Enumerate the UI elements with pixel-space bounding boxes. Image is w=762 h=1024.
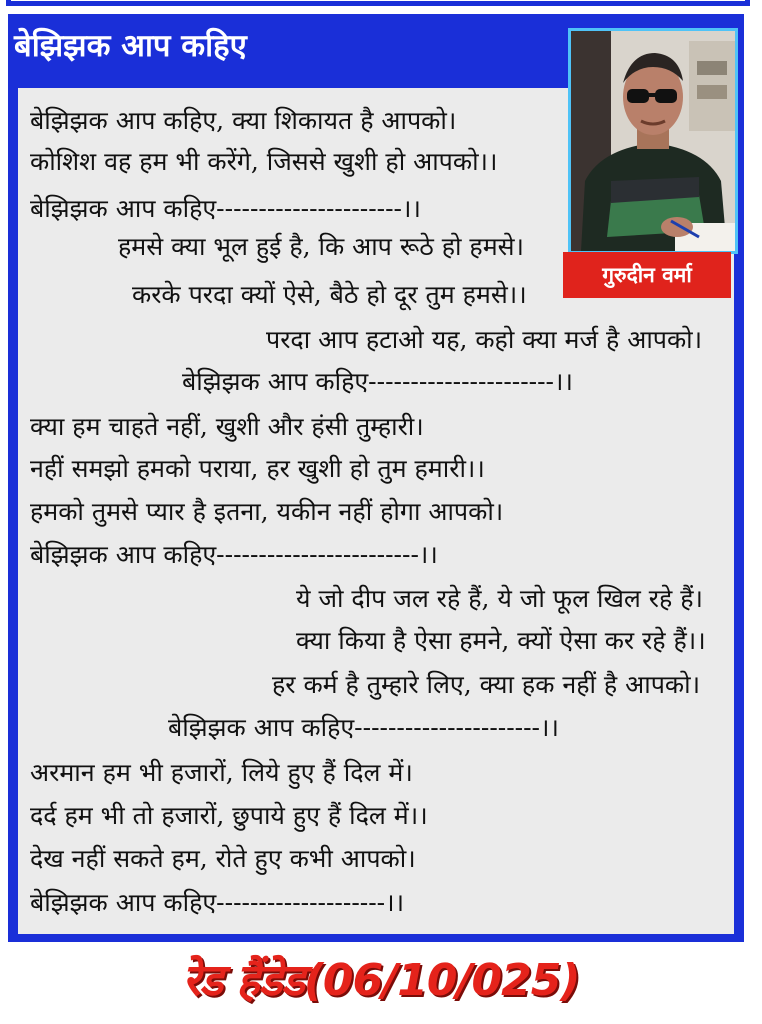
poem-line: हर कर्म है तुम्हारे लिए, क्या हक नहीं है आपको।: [272, 670, 701, 699]
poem-line: अरमान हम भी हजारों, लिये हुए हैं दिल में।: [30, 758, 413, 787]
poem-line: बेझिझक आप कहिए, क्या शिकायत है आपको।: [30, 106, 457, 135]
poem-line: परदा आप हटाओ यह, कहो क्या मर्ज है आपको।: [266, 325, 703, 354]
poem-refrain: बेझिझक आप कहिए----------------------।।: [182, 367, 573, 396]
poem-refrain: बेझिझक आप कहिए----------------------।।: [168, 713, 559, 742]
poem-line: ये जो दीप जल रहे हैं, ये जो फूल खिल रहे हैं।: [296, 584, 703, 613]
author-name-tag: गुरुदीन वर्मा: [563, 252, 731, 298]
poem-refrain: बेझिझक आप कहिए------------------------।।: [30, 540, 438, 569]
poem-line: कोशिश वह हम भी करेंगे, जिससे खुशी हो आपको।।: [30, 147, 498, 176]
poem-refrain: बेझिझक आप कहिए--------------------।।: [30, 888, 405, 917]
poem-line: दर्द हम भी तो हजारों, छुपाये हुए हैं दिल में।।: [30, 801, 428, 830]
poem-line: क्या हम चाहते नहीं, खुशी और हंसी तुम्हारी।: [30, 412, 424, 441]
poem-line: नहीं समझो हमको पराया, हर खुशी हो तुम हमारी।।: [30, 454, 485, 483]
poem-title: बेझिझक आप कहिए: [14, 28, 247, 64]
poem-line: देख नहीं सकते हम, रोते हुए कभी आपको।: [30, 844, 416, 873]
poem-line: करके परदा क्यों ऐसे, बैठे हो दूर तुम हमसे।।: [132, 280, 527, 309]
poem-line: क्या किया है ऐसा हमने, क्यों ऐसा कर रहे हैं।।: [296, 626, 706, 655]
publication-footer: रेड हैंडेड(06/10/025): [182, 955, 580, 1006]
poem-line: हमको तुमसे प्यार है इतना, यकीन नहीं होगा आपको।: [30, 497, 504, 526]
poem-line: हमसे क्या भूल हुई है, कि आप रूठे हो हमसे।: [118, 232, 525, 261]
poem-refrain: बेझिझक आप कहिए----------------------।।: [30, 194, 421, 223]
